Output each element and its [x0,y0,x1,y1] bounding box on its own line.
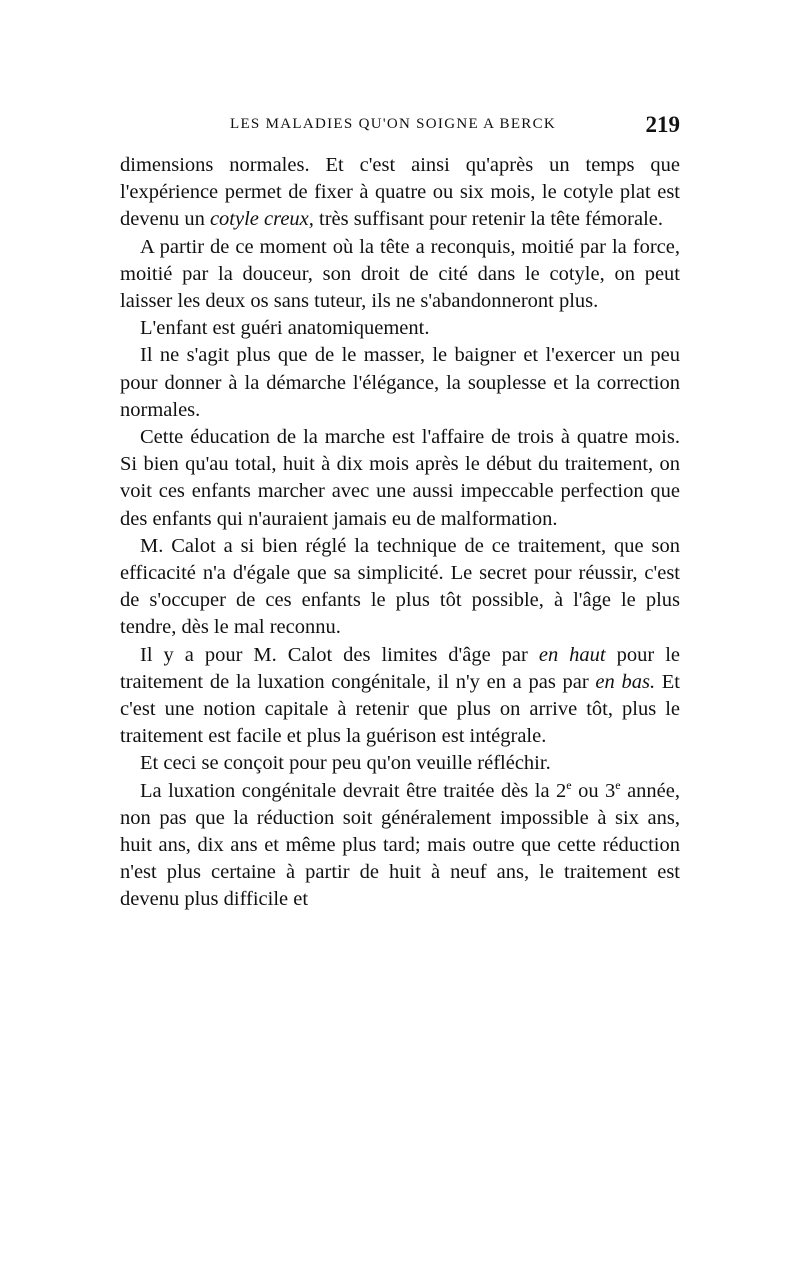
paragraph [120,315,680,342]
paragraph [120,642,680,751]
paragraph [120,750,680,777]
italic-text: en bas. [595,670,656,693]
text-segment: Et ceci se conçoit pour peu qu'on veuille réfléchir. [140,752,551,775]
paragraph [120,778,680,914]
text-segment: Et c'est une notion capitale à retenir que plus on arrive tôt, plus le traitement est facile et plus la guérison est intégrale. [120,670,681,748]
text-segment: année, non pas que la réduction soit généralement impossible à six ans, huit ans, dix ans et même plus tard; mais outre que cette réduction n'est plus certaine à partir de huit à neuf ans, le traitement est devenu plus difficile et [120,779,680,911]
text-segment: dimensions normales. Et c'est ainsi qu'après un temps que l'expérience permet de fixer à quatre ou six mois, le cotyle plat est devenu un [120,154,680,231]
paragraph [120,152,680,234]
text-segment: très suffisant pour retenir la tête fémorale. [313,208,664,231]
paragraph [120,424,680,533]
text-segment: Il ne s'agit plus que de le masser, le baigner et l'exercer un peu pour donner à la démarche l'élégance, la souplesse et la correction normales. [120,344,680,421]
italic-text: cotyle creux, [209,208,314,231]
page-number: 219 [645,112,680,137]
italic-text: en haut [538,643,606,666]
text-segment: L'enfant est guéri anatomiquement. [140,317,430,340]
page-header [120,112,680,142]
text-segment: pour le traitement de la luxation congénitale, il n'y en a pas par [120,643,680,693]
paragraph [120,234,680,316]
superscript-text: e [615,777,621,792]
text-segment: ou 3 [571,779,616,802]
text-segment: La luxation congénitale devrait être traitée dès la 2 [140,779,567,802]
running-title: LES MALADIES QU'ON SOIGNE A BERCK [230,116,557,132]
text-segment: A partir de ce moment où la tête a reconquis, moitié par la force, moitié par la douceur, son droit de cité dans le cotyle, on peut laisser les deux os sans tuteur, ils ne s'abandonneront plus. [120,235,680,313]
paragraph [120,342,680,424]
text-segment: Cette éducation de la marche est l'affaire de trois à quatre mois. Si bien qu'au total, huit à dix mois après le début du traitement, on voit ces enfants marcher avec une aussi impeccable perfection que des enfants qui n'auraient jamais eu de malformation. [120,426,680,530]
paragraph [120,533,680,642]
superscript-text: e [566,777,572,792]
text-segment: Il y a pour M. Calot des limites d'âge par [140,643,539,666]
text-segment: M. Calot a si bien réglé la technique de ce traitement, que son efficacité n'a d'égale que sa simplicité. Le secret pour réussir, c'est de s'occuper de ces enfants le plus tôt possible, à l'âge le plus tendre, dès le mal reconnu. [120,534,680,639]
body-text [120,152,680,914]
